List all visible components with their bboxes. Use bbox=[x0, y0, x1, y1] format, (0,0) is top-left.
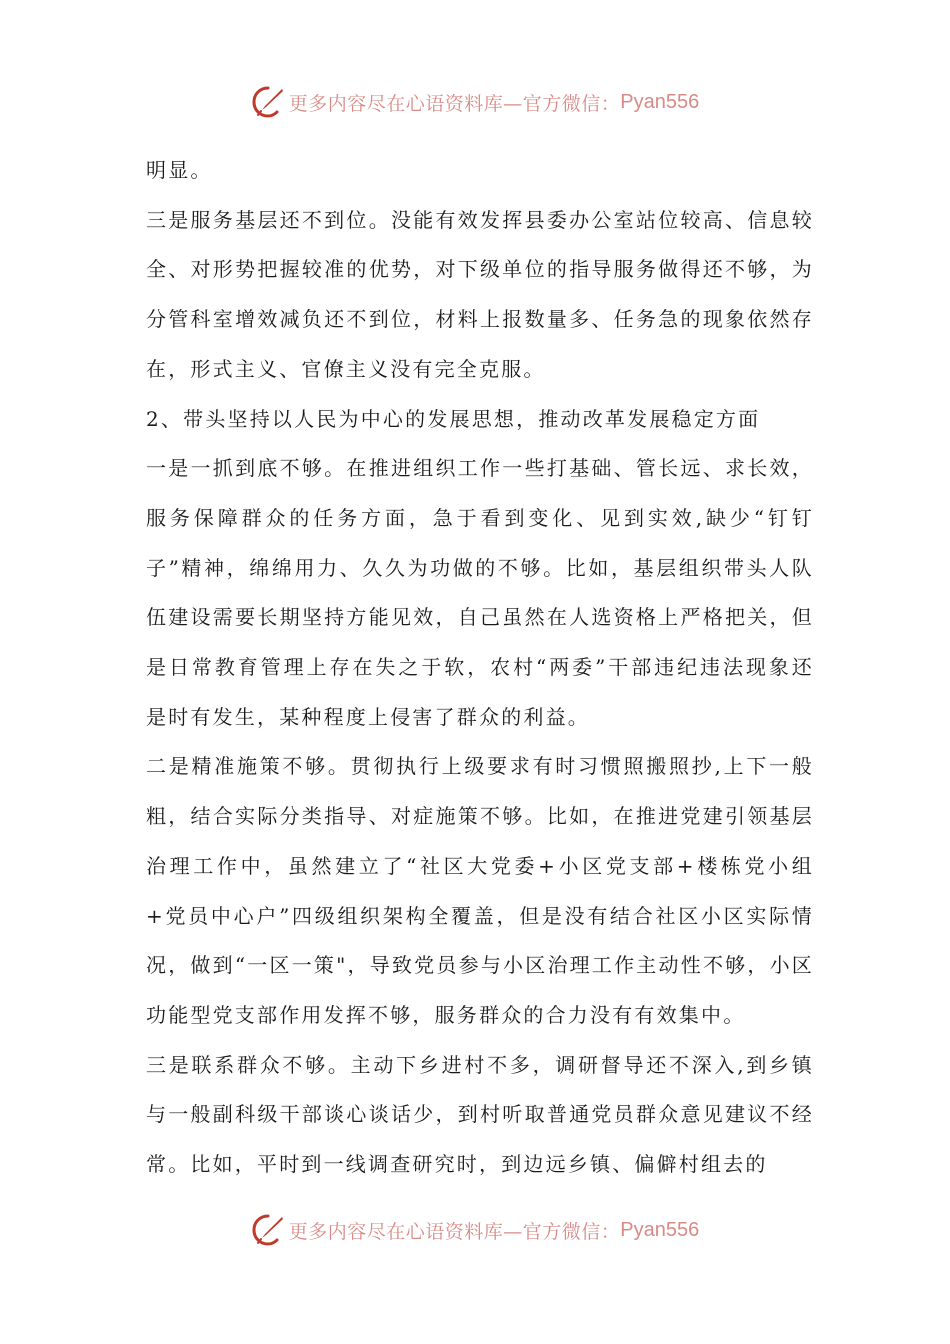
quill-pen-icon bbox=[251, 1213, 285, 1247]
paragraph-2: 三是服务基层还不到位。没能有效发挥县委办公室站位较高、信息较全、对形势把握较准的优势，对下级单位的指导服务做得还不够，为分管科室增效减负还不到位，材料上报数量多、任务急的现象依然存在，形式主义、官僚主义没有完全克服。 bbox=[146, 207, 814, 381]
footer-banner-text: 更多内容尽在心语资料库—官方微信： bbox=[288, 1220, 621, 1243]
paragraph-4: 一是一抓到底不够。在推进组织工作一些打基础、管长远、求长效，服务保障群众的任务方面，急于看到变化、见到实效,缺少“钉钉子”精神，绵绵用力、久久为功做的不够。比如，基层组织带头人队伍建设需要长期坚持方能见效，自己虽然在人选资格上严格把关，但是日常教育管理上存在失之于软，农村“两委”干部违纪违法现象还是时有发生，某种程度上侵害了群众的利益。 bbox=[146, 456, 814, 729]
document-body bbox=[146, 146, 814, 1190]
footer-banner bbox=[0, 1208, 950, 1252]
header-banner-id: Pyan556 bbox=[620, 90, 700, 113]
quill-pen-icon bbox=[251, 85, 285, 119]
paragraph-1: 明显。 bbox=[146, 158, 213, 182]
paragraph-6: 三是联系群众不够。主动下乡进村不多，调研督导还不深入,到乡镇与一般副科级干部谈心谈话少，到村听取普通党员群众意见建议不经常。比如，平时到一线调查研究时，到边远乡镇、偏僻村组去的 bbox=[146, 1052, 814, 1177]
paragraph-5: 二是精准施策不够。贯彻执行上级要求有时习惯照搬照抄,上下一般粗，结合实际分类指导、对症施策不够。比如，在推进党建引领基层治理工作中，虽然建立了“社区大党委+小区党支部+楼栋党小组+党员中心户”四级组织架构全覆盖，但是没有结合社区小区实际情况，做到“一区一策"，导致党员参与小区治理工作主动性不够，小区功能型党支部作用发挥不够，服务群众的合力没有有效集中。 bbox=[146, 754, 814, 1027]
header-banner-text: 更多内容尽在心语资料库—官方微信： bbox=[288, 92, 621, 115]
footer-banner-id: Pyan556 bbox=[620, 1218, 700, 1241]
paragraph-3-heading: 2、带头坚持以人民为中心的发展思想，推动改革发展稳定方面 bbox=[146, 406, 761, 431]
header-banner bbox=[0, 80, 950, 124]
